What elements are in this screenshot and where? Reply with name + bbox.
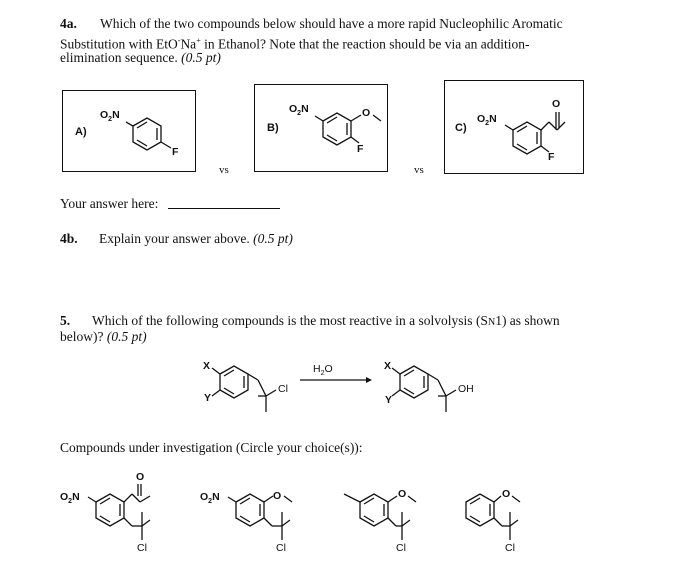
- question-4a-number: 4a.: [60, 16, 77, 31]
- choice-1-o: O: [136, 471, 145, 483]
- compound-c-f: F: [548, 151, 555, 163]
- compound-b-o: O: [362, 107, 371, 119]
- compound-a-no2: $O_2N$: [100, 109, 120, 124]
- question-4a-line3: elimination sequence. (0.5 pt): [60, 50, 221, 65]
- question-5-line1: Which of the following compounds is the most reactive in a solvolysis (SN1) as shown: [92, 313, 560, 328]
- compound-c-no2: $O_2N$: [477, 113, 497, 128]
- compound-a-label: A): [75, 126, 87, 138]
- product-oh: OH: [458, 383, 474, 395]
- compound-c-label: C): [455, 122, 467, 134]
- compound-c-o: O: [552, 98, 561, 110]
- compound-a-f: F: [172, 146, 179, 158]
- choice-1-cl: Cl: [137, 542, 147, 554]
- question-4a-line1: Which of the two compounds below should have a more rapid Nucleophilic Aromatic: [100, 16, 563, 31]
- choice-2-no2[interactable]: $O_2N$: [200, 491, 220, 506]
- choice-3-o: O: [398, 488, 407, 500]
- product-x: X: [384, 360, 392, 372]
- question-5-line2: below)? (0.5 pt): [60, 329, 147, 344]
- choice-2-o: O: [273, 490, 282, 502]
- compound-b-label: B): [267, 122, 279, 134]
- reactant-x: X: [203, 360, 211, 372]
- compound-b-no2: $O_2N$: [289, 103, 309, 118]
- answer-prompt: Your answer here:: [60, 196, 159, 211]
- choice-1-no2[interactable]: $O_2N$: [60, 491, 80, 506]
- question-5-number: 5.: [60, 313, 71, 328]
- reactant-cl: Cl: [278, 383, 288, 395]
- vs-label-1: vs: [219, 164, 229, 176]
- choice-3-cl: Cl: [396, 542, 406, 554]
- reagent-h2o: $H_2O$: [313, 363, 333, 378]
- choice-4-o: O: [502, 488, 511, 500]
- question-4b-number: 4b.: [60, 231, 78, 246]
- choice-2-cl: Cl: [276, 542, 286, 554]
- reactant-y: Y: [204, 392, 212, 404]
- compound-b-f: F: [357, 143, 364, 155]
- choice-4-cl: Cl: [505, 542, 515, 554]
- product-y: Y: [385, 394, 393, 406]
- question-4b-text: Explain your answer above. (0.5 pt): [99, 231, 293, 246]
- vs-label-2: vs: [414, 164, 424, 176]
- investigation-prompt: Compounds under investigation (Circle your choice(s)):: [60, 440, 363, 455]
- question-4a-line2: Substitution with EtO-Na+ in Ethanol? Note that the reaction should be via an addition-: [60, 36, 530, 52]
